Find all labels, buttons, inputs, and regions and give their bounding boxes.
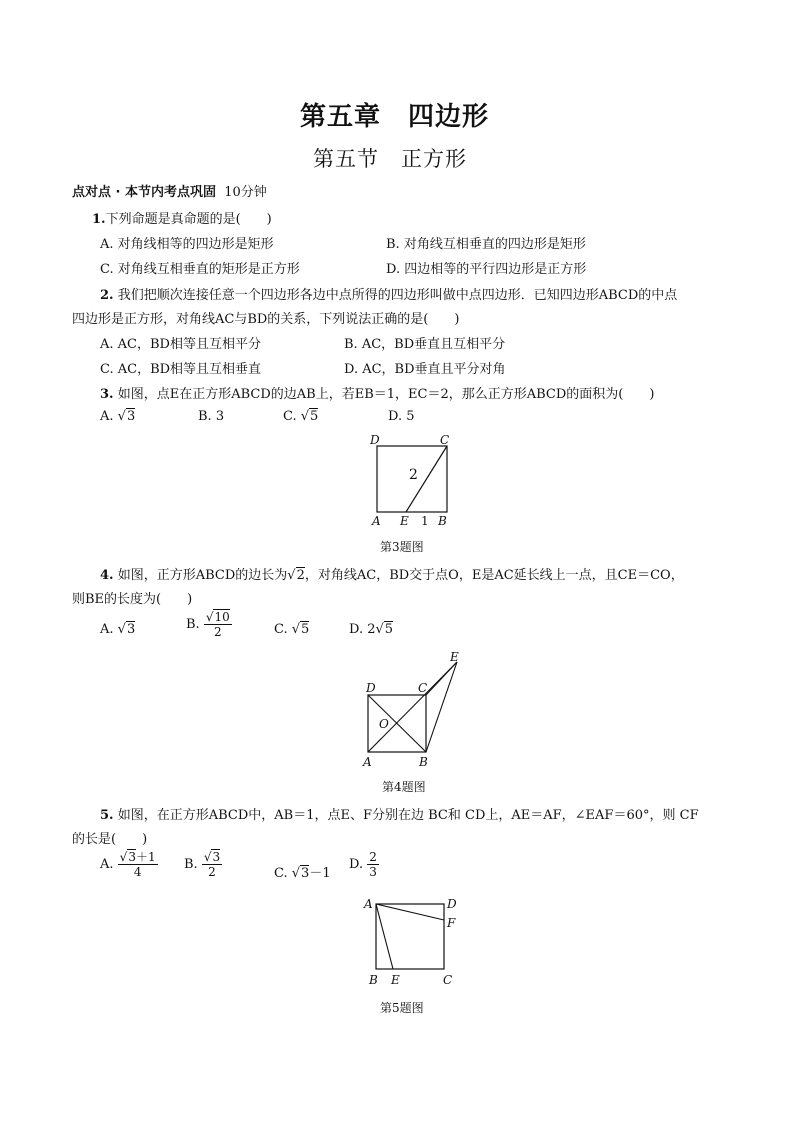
label-b: B — [438, 514, 447, 528]
label-o: O — [379, 717, 389, 731]
question-5-stem — [100, 804, 699, 823]
label-e: E — [450, 650, 459, 664]
label-a: A — [363, 755, 372, 769]
q1-option-b: B. 对角线互相垂直的四边形是矩形 — [386, 237, 586, 252]
segment-af — [376, 904, 444, 920]
q2-option-b: B. AC，BD垂直且互相平分 — [344, 337, 506, 352]
q5-option-a — [100, 850, 158, 879]
fraction: $\frac{√10}{2}$ — [205, 610, 230, 639]
label-d: D — [366, 681, 376, 695]
q2-option-c: C. AC，BD相等且互相垂直 — [100, 362, 262, 377]
question-text: 如图，点E在正方形ABCD的边AB上，若EB＝1，EC＝2，那么正方形ABCD的面积为( ) — [117, 387, 655, 402]
option-prefix: B. — [184, 857, 198, 872]
practice-label: 点对点 · 本节内考点巩固 — [72, 185, 216, 200]
q5-option-c: C. √3－1 — [274, 866, 331, 881]
segment-de — [426, 662, 457, 695]
radicand: 5 — [301, 622, 310, 637]
label-b: B — [369, 973, 378, 987]
denominator: 4 — [133, 865, 142, 879]
q3-option-a: A. √3 — [100, 409, 136, 424]
denominator: 3 — [369, 865, 377, 879]
q1-option-d: D. 四边相等的平行四边形是正方形 — [386, 262, 587, 277]
question-number: 2. — [100, 288, 114, 303]
q4-figure — [360, 648, 470, 774]
label-a: A — [372, 514, 381, 528]
question-number: 3. — [100, 387, 114, 402]
label-c: C — [440, 433, 450, 447]
radicand: 2 — [296, 568, 305, 583]
option-prefix: B. — [186, 617, 200, 632]
option-prefix: A. — [100, 622, 114, 637]
square-abcd — [376, 904, 444, 969]
label-c: C — [443, 973, 453, 987]
q5-option-d — [349, 850, 379, 879]
label-f: F — [447, 916, 456, 930]
question-text: 如图，在正方形ABCD中，AB＝1，点E、F分别在边 BC和 CD上，AE＝AF，∠EAF＝60°，则 CF — [117, 808, 699, 823]
question-number: 5. — [100, 808, 114, 823]
label-e: E — [400, 514, 409, 528]
fraction: $\frac{√3}{2}$ — [203, 850, 221, 879]
radicand: 5 — [310, 409, 319, 424]
radicand: 3 — [126, 622, 136, 637]
q4-figure-caption: 第4题图 — [382, 780, 426, 794]
label-c: C — [418, 681, 428, 695]
q4-option-c: C. √5 — [274, 622, 310, 637]
question-2-stem — [100, 284, 677, 303]
question-text: ，对角线AC，BD交于点O，E是AC延长线上一点，且CE＝CO， — [304, 568, 684, 583]
segment-be — [426, 662, 457, 752]
q5-figure-caption: 第5题图 — [380, 1001, 424, 1015]
segment-ae — [376, 904, 393, 969]
numerator: 2 — [369, 850, 377, 864]
radicand: 3 — [128, 850, 136, 864]
q4-option-d: D. 2√5 — [349, 622, 394, 637]
question-4-stem: 4. 如图，正方形ABCD的边长为√2，对角线AC，BD交于点O，E是AC延长线上一点，且CE＝CO， — [100, 568, 684, 583]
question-4-stem-cont: 则BE的长度为( ) — [72, 592, 193, 607]
label-a: A — [364, 897, 373, 911]
numerator-tail: ＋1 — [135, 850, 156, 864]
q3-figure-caption: 第3题图 — [380, 540, 424, 554]
fraction — [367, 850, 379, 879]
denominator: 2 — [208, 865, 216, 879]
question-text: 我们把顺次连接任意一个四边形各边中点所得的四边形叫做中点四边形．已知四边形ABCD的中点 — [117, 288, 678, 303]
q2-option-d: D. AC，BD垂直且平分对角 — [344, 362, 506, 377]
q3-figure — [365, 430, 465, 530]
q1-option-a: A. 对角线相等的四边形是矩形 — [100, 237, 274, 252]
question-number: 4. — [100, 568, 114, 583]
q2-option-a: A. AC，BD相等且互相平分 — [100, 337, 261, 352]
option-prefix: A. — [100, 857, 114, 872]
practice-header — [72, 181, 267, 200]
q5-option-b — [184, 850, 222, 879]
q3-option-d: D. 5 — [388, 409, 415, 424]
option-tail: －1 — [309, 866, 331, 881]
label-e: E — [391, 973, 400, 987]
radicand: 3 — [301, 866, 310, 881]
label-b: B — [419, 755, 428, 769]
label-eb-length: 1 — [421, 514, 429, 528]
label-ec-length: 2 — [409, 467, 418, 483]
option-prefix: D. — [349, 857, 364, 872]
label-d: D — [447, 897, 457, 911]
practice-time: 10分钟 — [224, 185, 267, 200]
radicand: 5 — [384, 622, 394, 637]
q1-option-c: C. 对角线互相垂直的矩形是正方形 — [100, 262, 300, 277]
fraction: $\frac{√3+1}{4}$ — [119, 850, 156, 879]
option-prefix: A. — [100, 409, 114, 424]
q3-option-c: C. √5 — [283, 409, 319, 424]
label-d: D — [370, 433, 380, 447]
question-2-stem-cont: 四边形是正方形，对角线AC与BD的关系，下列说法正确的是( ) — [72, 312, 460, 327]
q5-figure — [360, 895, 470, 991]
denominator: 2 — [213, 625, 222, 639]
question-1-stem — [92, 208, 272, 227]
question-3-stem — [100, 383, 654, 402]
radicand: 3 — [212, 850, 221, 864]
option-prefix: C. — [274, 622, 288, 637]
option-prefix: C. — [274, 866, 288, 881]
chapter-title: 第五章 四边形 — [300, 102, 490, 132]
question-number: 1. — [92, 212, 106, 227]
question-text: 如图，正方形ABCD的边长为 — [117, 568, 288, 583]
radicand: 10 — [214, 610, 230, 624]
option-prefix: C. — [283, 409, 297, 424]
q3-option-b: B. 3 — [198, 409, 225, 424]
question-5-stem-cont: 的长是( ) — [72, 832, 148, 847]
q4-option-b — [186, 610, 232, 639]
section-title: 第五节 正方形 — [313, 147, 467, 171]
q4-option-a: A. √3 — [100, 622, 136, 637]
option-prefix: D. 2 — [349, 622, 376, 637]
question-text: 下列命题是真命题的是( ) — [105, 212, 272, 227]
radicand: 3 — [126, 409, 136, 424]
